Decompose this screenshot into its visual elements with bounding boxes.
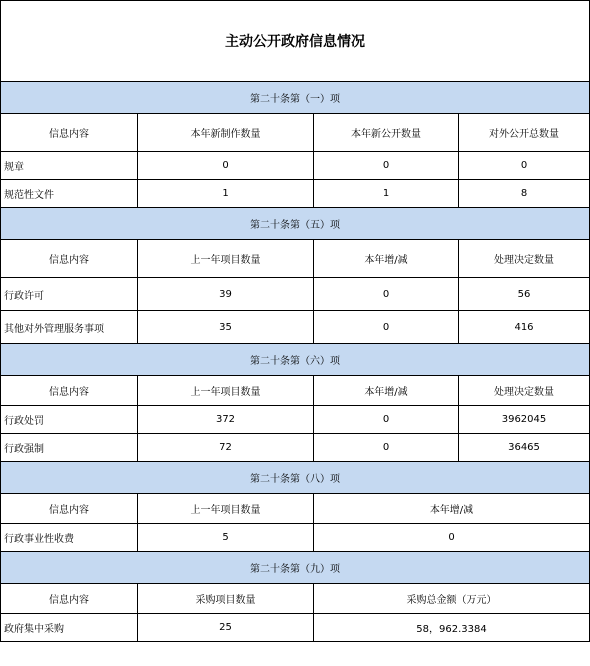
row-label: 政府集中采购 <box>1 614 138 642</box>
table-cell: 0 <box>314 524 590 552</box>
table-cell: 0 <box>314 311 459 344</box>
page-title: 主动公开政府信息情况 <box>1 1 590 82</box>
row-label: 行政许可 <box>1 278 138 311</box>
row-label: 行政强制 <box>1 434 138 462</box>
table-cell: 1 <box>314 180 459 208</box>
column-header: 信息内容 <box>1 376 138 406</box>
row-label: 行政事业性收费 <box>1 524 138 552</box>
section-heading: 第二十条第（六）项 <box>1 344 590 376</box>
column-header: 信息内容 <box>1 114 138 152</box>
table-cell: 25 <box>138 614 314 642</box>
column-header: 上一年项目数量 <box>138 240 314 278</box>
column-header: 处理决定数量 <box>459 376 590 406</box>
table-cell: 0 <box>314 278 459 311</box>
table-cell: 0 <box>314 434 459 462</box>
row-label: 其他对外管理服务事项 <box>1 311 138 344</box>
table-cell: 8 <box>459 180 590 208</box>
table-cell: 39 <box>138 278 314 311</box>
column-header: 本年新制作数量 <box>138 114 314 152</box>
section-heading: 第二十条第（八）项 <box>1 462 590 494</box>
table-cell: 5 <box>138 524 314 552</box>
column-header: 对外公开总数量 <box>459 114 590 152</box>
table-cell: 0 <box>314 152 459 180</box>
row-label: 规范性文件 <box>1 180 138 208</box>
row-label: 行政处罚 <box>1 406 138 434</box>
column-header: 本年增/减 <box>314 494 590 524</box>
section-heading: 第二十条第（一）项 <box>1 82 590 114</box>
table-cell: 36465 <box>459 434 590 462</box>
table-cell: 1 <box>138 180 314 208</box>
table-cell: 3962045 <box>459 406 590 434</box>
table-cell: 0 <box>138 152 314 180</box>
table-cell: 56 <box>459 278 590 311</box>
column-header: 上一年项目数量 <box>138 376 314 406</box>
column-header: 本年增/减 <box>314 240 459 278</box>
column-header: 信息内容 <box>1 584 138 614</box>
table-cell: 416 <box>459 311 590 344</box>
table-cell: 35 <box>138 311 314 344</box>
row-label: 规章 <box>1 152 138 180</box>
section-heading: 第二十条第（五）项 <box>1 208 590 240</box>
column-header: 上一年项目数量 <box>138 494 314 524</box>
column-header: 信息内容 <box>1 494 138 524</box>
column-header: 信息内容 <box>1 240 138 278</box>
column-header: 处理决定数量 <box>459 240 590 278</box>
column-header: 本年新公开数量 <box>314 114 459 152</box>
column-header: 采购项目数量 <box>138 584 314 614</box>
table-cell: 72 <box>138 434 314 462</box>
table-cell: 58，962.3384 <box>314 614 590 642</box>
column-header: 采购总金额（万元） <box>314 584 590 614</box>
section-heading: 第二十条第（九）项 <box>1 552 590 584</box>
table-cell: 0 <box>314 406 459 434</box>
column-header: 本年增/减 <box>314 376 459 406</box>
table-cell: 372 <box>138 406 314 434</box>
table-cell: 0 <box>459 152 590 180</box>
